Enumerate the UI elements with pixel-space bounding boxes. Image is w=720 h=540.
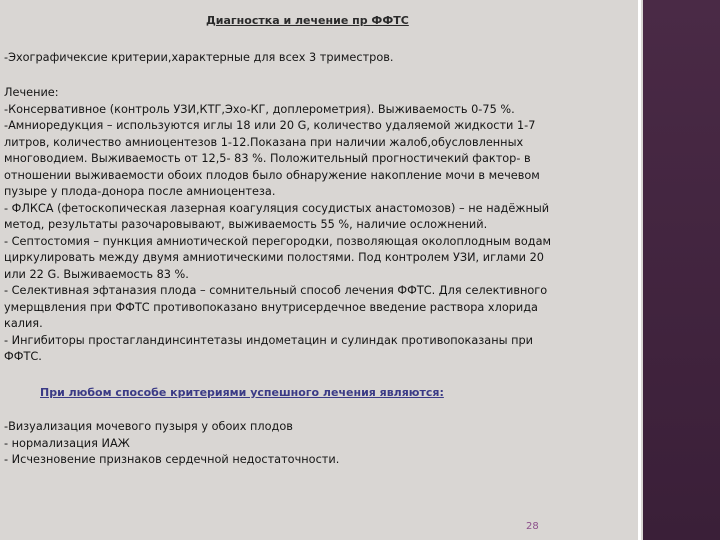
page-number: 28: [526, 521, 539, 532]
sidebar-divider: [638, 0, 641, 540]
treatment-line: -Амниоредукция – используются иглы 18 или 20 G, количество удаляемой жидкости 1-7: [4, 119, 536, 132]
treatment-line: многоводием. Выживаемость от 12,5- 83 %. Положительный прогностичекий фактор- в: [4, 152, 531, 165]
treatment-line: отношении выживаемости обоих плодов было обнаружение накопление мочи в мечевом: [4, 168, 540, 182]
intro-text: -Эхографичексие критерии,характерные для всех 3 триместров.: [4, 51, 394, 64]
treatment-line: - Ингибиторы простагландинсинтетазы индометацин и сулиндак противопоказаны при: [4, 333, 534, 347]
slide-title: Диагностка и лечение пр ФФТС: [206, 14, 409, 27]
treatment-line: - ФЛКСА (фетоскопическая лазерная коагуляция сосудистых анастомозов) – не надёжный: [4, 201, 550, 215]
treatment-line: умерщвления при ФФТС противопоказано внутрисердечное введение раствора хлорида: [4, 300, 538, 314]
treatment-line: метод, результаты разочаровывают, выживаемость 55 %, наличие осложнений.: [4, 218, 488, 231]
treatment-line: или 22 G. Выживаемость 83 %.: [4, 267, 189, 281]
treatment-line: Лечение:: [4, 86, 59, 99]
decorative-sidebar: [643, 0, 720, 540]
treatment-line: - Селективная эфтаназия плода – сомнительный способ лечения ФФТС. Для селективного: [4, 284, 548, 297]
treatment-line: калия.: [4, 317, 43, 330]
treatment-line: ФФТС.: [4, 350, 42, 363]
treatment-line: циркулировать между двумя амниотическими полостями. Под контролем УЗИ, иглами 20: [4, 251, 544, 264]
treatment-line: - Септостомия – пункция амниотической перегородки, позволяющая околоплодным водам: [4, 234, 552, 248]
success-criteria-line: - Исчезновение признаков сердечной недостаточности.: [4, 453, 340, 466]
success-criteria-heading: При любом способе критериями успешного лечения являются:: [40, 386, 444, 399]
success-criteria-line: - нормализация ИАЖ: [4, 436, 130, 450]
treatment-line: -Консервативное (контроль УЗИ,КТГ,Эхо-КГ, доплерометрия). Выживаемость 0-75 %.: [4, 102, 515, 116]
treatment-line: литров, количество амниоцентезов 1-12.Показана при наличии жалоб,обусловленных: [4, 135, 524, 149]
treatment-line: пузыре у плода-донора после амниоцентеза.: [4, 185, 276, 198]
success-criteria-line: -Визуализация мочевого пузыря у обоих плодов: [4, 420, 293, 433]
